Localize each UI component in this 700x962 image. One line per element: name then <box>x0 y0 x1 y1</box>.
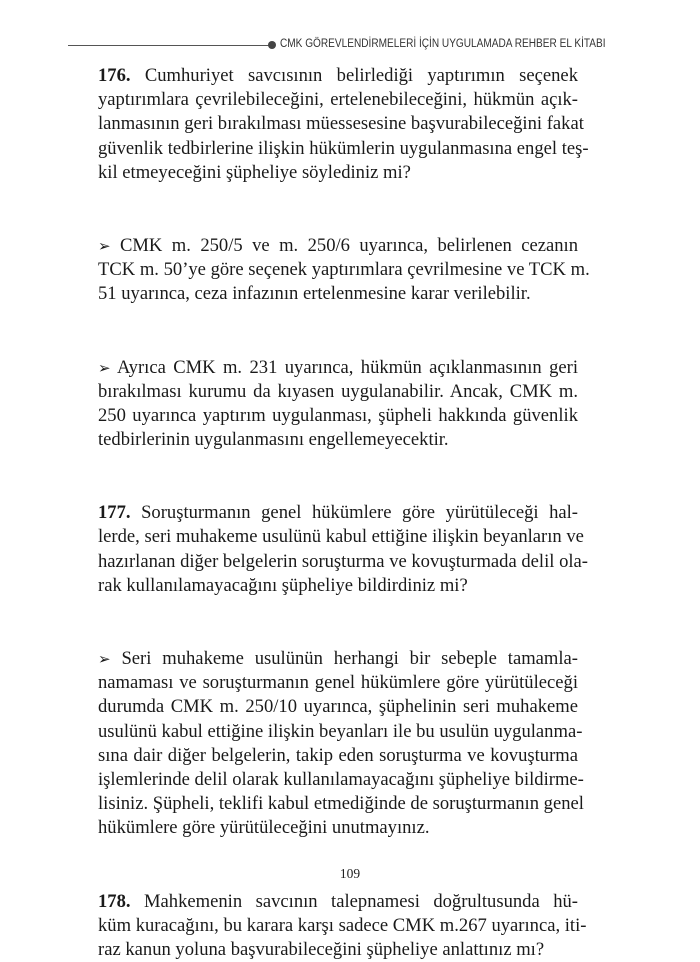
line-text: Ayrıca CMK m. 231 uyarınca, hükmün açıklanmasının geri <box>111 357 578 378</box>
question-block <box>98 64 578 185</box>
text-line <box>98 64 578 88</box>
question-block <box>98 501 578 598</box>
answer-block <box>98 356 578 453</box>
arrow-bullet-icon: ➢ <box>98 237 111 255</box>
text-line: 250 uyarınca yaptırım uygulanması, şüpheli hakkında güvenlik <box>98 404 578 428</box>
text-line: lanmasının geri bırakılması müessesesine başvurabileceğini fakat <box>98 112 578 136</box>
question-number: 177. <box>98 502 131 523</box>
text-line: durumda CMK m. 250/10 uyarınca, şüphelinin seri muhakeme <box>98 695 578 719</box>
question-block <box>98 890 578 962</box>
text-line: işlemlerinde delil olarak kullanılamayacağını şüpheliye bildirme- <box>98 768 578 792</box>
line-text: Cumhuriyet savcısının belirlediği yaptırımın seçenek <box>131 65 578 86</box>
text-line: lisiniz. Şüpheli, teklifi kabul etmediğinde de soruşturmanın genel <box>98 792 578 816</box>
page-number: 109 <box>0 866 700 882</box>
text-line: tedbirlerinin uygulanmasını engellemeyecektir. <box>98 428 578 452</box>
page-body <box>98 64 578 962</box>
answer-block <box>98 647 578 841</box>
question-number: 176. <box>98 65 131 86</box>
line-text: Mahkemenin savcının talepnamesi doğrultusunda hü- <box>131 891 578 912</box>
text-line: sına dair diğer belgelerin, takip eden soruşturma ve kovuşturma <box>98 744 578 768</box>
question-number: 178. <box>98 891 131 912</box>
header-title: CMK GÖREVLENDİRMELERİ İÇİN UYGULAMADA REHBER EL KİTABI <box>280 36 531 50</box>
text-line: 51 uyarınca, ceza infazının ertelenmesine karar verilebilir. <box>98 282 578 306</box>
text-line <box>98 356 578 380</box>
answer-block <box>98 234 578 307</box>
line-text: Seri muhakeme usulünün herhangi bir sebeple tamamla- <box>111 648 578 669</box>
text-line: yaptırımlara çevrilebileceğini, ertelenebileceğini, hükmün açık- <box>98 88 578 112</box>
arrow-bullet-icon: ➢ <box>98 650 111 668</box>
text-line: raz kanun yoluna başvurabileceğini şüpheliye anlattınız mı? <box>98 938 578 962</box>
text-line: rak kullanılamayacağını şüpheliye bildirdiniz mi? <box>98 574 578 598</box>
arrow-bullet-icon: ➢ <box>98 359 111 377</box>
text-line: lerde, seri muhakeme usulünü kabul ettiğine ilişkin beyanların ve <box>98 525 578 549</box>
text-line <box>98 501 578 525</box>
text-line: kil etmeyeceğini şüpheliye söylediniz mi? <box>98 161 578 185</box>
text-line: namaması ve soruşturmanın genel hükümlere göre yürütüleceği <box>98 671 578 695</box>
text-line: hazırlanan diğer belgelerin soruşturma ve kovuşturmada delil ola- <box>98 550 578 574</box>
text-line: usulünü kabul ettiğine ilişkin beyanları ile bu usulün uygulanma- <box>98 720 578 744</box>
text-line <box>98 647 578 671</box>
text-line <box>98 234 578 258</box>
header-bullet-icon <box>268 41 276 49</box>
text-line: güvenlik tedbirlerine ilişkin hükümlerin uygulanmasına engel teş- <box>98 137 578 161</box>
line-text: Soruşturmanın genel hükümlere göre yürütüleceği hal- <box>131 502 578 523</box>
text-line: bırakılması kurumu da kıyasen uygulanabilir. Ancak, CMK m. <box>98 380 578 404</box>
running-header <box>68 36 586 52</box>
text-line: hükümlere göre yürütüleceğini unutmayınız. <box>98 816 578 840</box>
header-rule <box>68 45 271 46</box>
text-line <box>98 890 578 914</box>
text-line: küm kuracağını, bu karara karşı sadece CMK m.267 uyarınca, iti- <box>98 914 578 938</box>
line-text: CMK m. 250/5 ve m. 250/6 uyarınca, belirlenen cezanın <box>111 235 578 256</box>
text-line: TCK m. 50’ye göre seçenek yaptırımlara çevrilmesine ve TCK m. <box>98 258 578 282</box>
